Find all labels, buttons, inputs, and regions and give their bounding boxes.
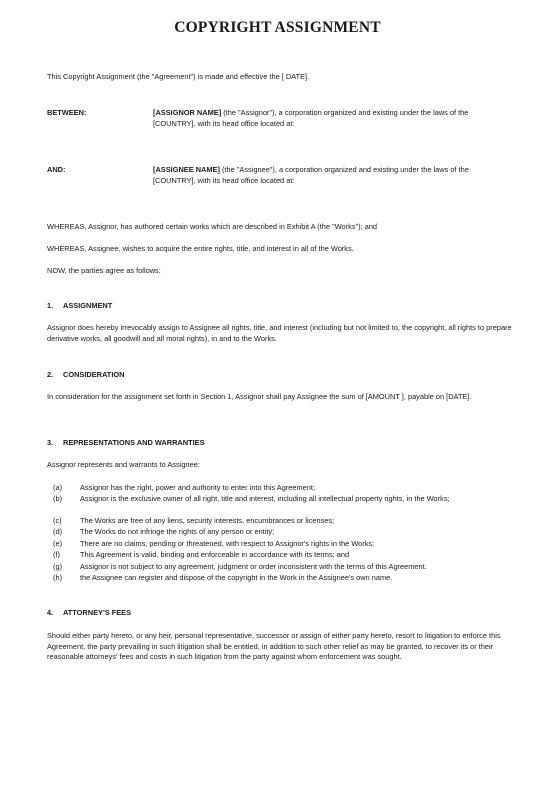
whereas-paragraph-2: WHEREAS, Assignee, wishes to acquire the entire rights, title, and interest in all of the Works. [47, 244, 354, 253]
section-body-warranties: Assignor represents and warrants to Assignee: [47, 460, 200, 469]
assignee-text: (the "Assignee"), a corporation organized and existing under the laws of the [COUNTRY], with its head office located at: [153, 165, 469, 185]
document-page: COPYRIGHT ASSIGNMENT This Copyright Assignment (the "Agreement") is made and effective the [ DATE]. BETWEEN: [ASSIGNOR NAME] (the "Assignor"), a corporation organized and existing under the laws of the [COUNTRY], with its head office located at: AND: [ASSIGNEE NAME] (the "Assignee"), a corporation organized and existing under the laws of the [COUNTRY], with its head office located at: WHEREAS, Assignor, has authored certain works which are described in Exhibit A (the "Works"); and WHEREAS, Assignee, wishes to acquire the entire rights, title, and interest in all of the Works. NOW, the parties agree as follows: 1. ASSIGNMENT Assignor does hereby irrevocably assign to Assignee all rights, title, and interest (including but not limited to, the copyright, all rights to prepare derivative works, all goodwill and all moral rights), in and to the Works. 2. CONSIDERATION In consideration for the assignment set forth in Section 1, Assignor shall pay Assignee the sum of [AMOUNT ], payable on [DATE]. 3. REPRESENTATIONS AND WARRANTIES Assignor represents and warrants to Assignee: (a) Assignor has the right, power and authority to enter into this Agreement; (b) Assignor is the exclusive owner of all right, title and interest, including all intellectual property rights, in the Works; (c) The Works are free of any liens, security interests, encumbrances or licenses; (d) The Works do not infringe the rights of any person or entity; (e) There are no claims, pending or threatened, with respect to Assignor's rights in the Works; (f) This Agreement is valid, binding and enforceable in accordance with its terms; and (g) Assignor is not subject to any agreement, judgment or order inconsistent with the terms of this Agreement. (h) the Assignee can register and dispose of the copyright in the Work in the Assignee's own name. 4. ATTORNEY'S FEES Should either party hereto, or any heir, personal representative, successor or assign of either party hereto, resort to litigation to enforce this Agreement, the party prevailing in such litigation shall be entitled, in addition to such other relief as may be granted, to recover its or their reasonable attorneys' fees and costs in such litigation from the party against whom enforcement was sought. [0, 0, 555, 785]
assignor-text: (the "Assignor"), a corporation organized and existing under the laws of the [COUNTRY], with its head office located at: [153, 108, 469, 128]
now-paragraph: NOW, the parties agree as follows: [47, 266, 161, 275]
section-body-assignment: Assignor does hereby irrevocably assign to Assignee all rights, title, and interest (including but not limited to, the copyright, all rights to prepare derivative works, all goodwill and all moral rights), in and to the Works. [47, 323, 512, 343]
section-body-consideration: In consideration for the assignment set forth in Section 1, Assignor shall pay Assignee the sum of [AMOUNT ], payable on [DATE]. [47, 392, 472, 401]
whereas-paragraph-1: WHEREAS, Assignor, has authored certain works which are described in Exhibit A (the "Works"); and [47, 222, 378, 231]
assignor-name: [ASSIGNOR NAME] [153, 108, 222, 117]
between-label: BETWEEN: [47, 108, 87, 117]
assignor-details [153, 108, 508, 129]
assignee-details [153, 165, 508, 186]
section-heading-warranties: 3. REPRESENTATIONS AND WARRANTIES [47, 438, 205, 447]
section-heading-assignment: 1. ASSIGNMENT [47, 301, 113, 310]
document-title: COPYRIGHT ASSIGNMENT [174, 19, 381, 36]
intro-paragraph: This Copyright Assignment (the "Agreement") is made and effective the [ DATE]. [47, 72, 310, 81]
section-heading-attorneys-fees: 4. ATTORNEY'S FEES [47, 608, 132, 617]
section-body-attorneys-fees: Should either party hereto, or any heir, personal representative, successor or assign of either party hereto, resort to litigation to enforce this Agreement, the party prevailing in such litigation shall be entitled, in addition to such other relief as may be granted, to recover its or their reasonable attorneys' fees and costs in such litigation from the party against whom enforcement was sought. [47, 631, 501, 662]
section-heading-consideration: 2. CONSIDERATION [47, 370, 125, 379]
and-label: AND: [47, 165, 66, 174]
assignee-name: [ASSIGNEE NAME] [153, 165, 220, 174]
